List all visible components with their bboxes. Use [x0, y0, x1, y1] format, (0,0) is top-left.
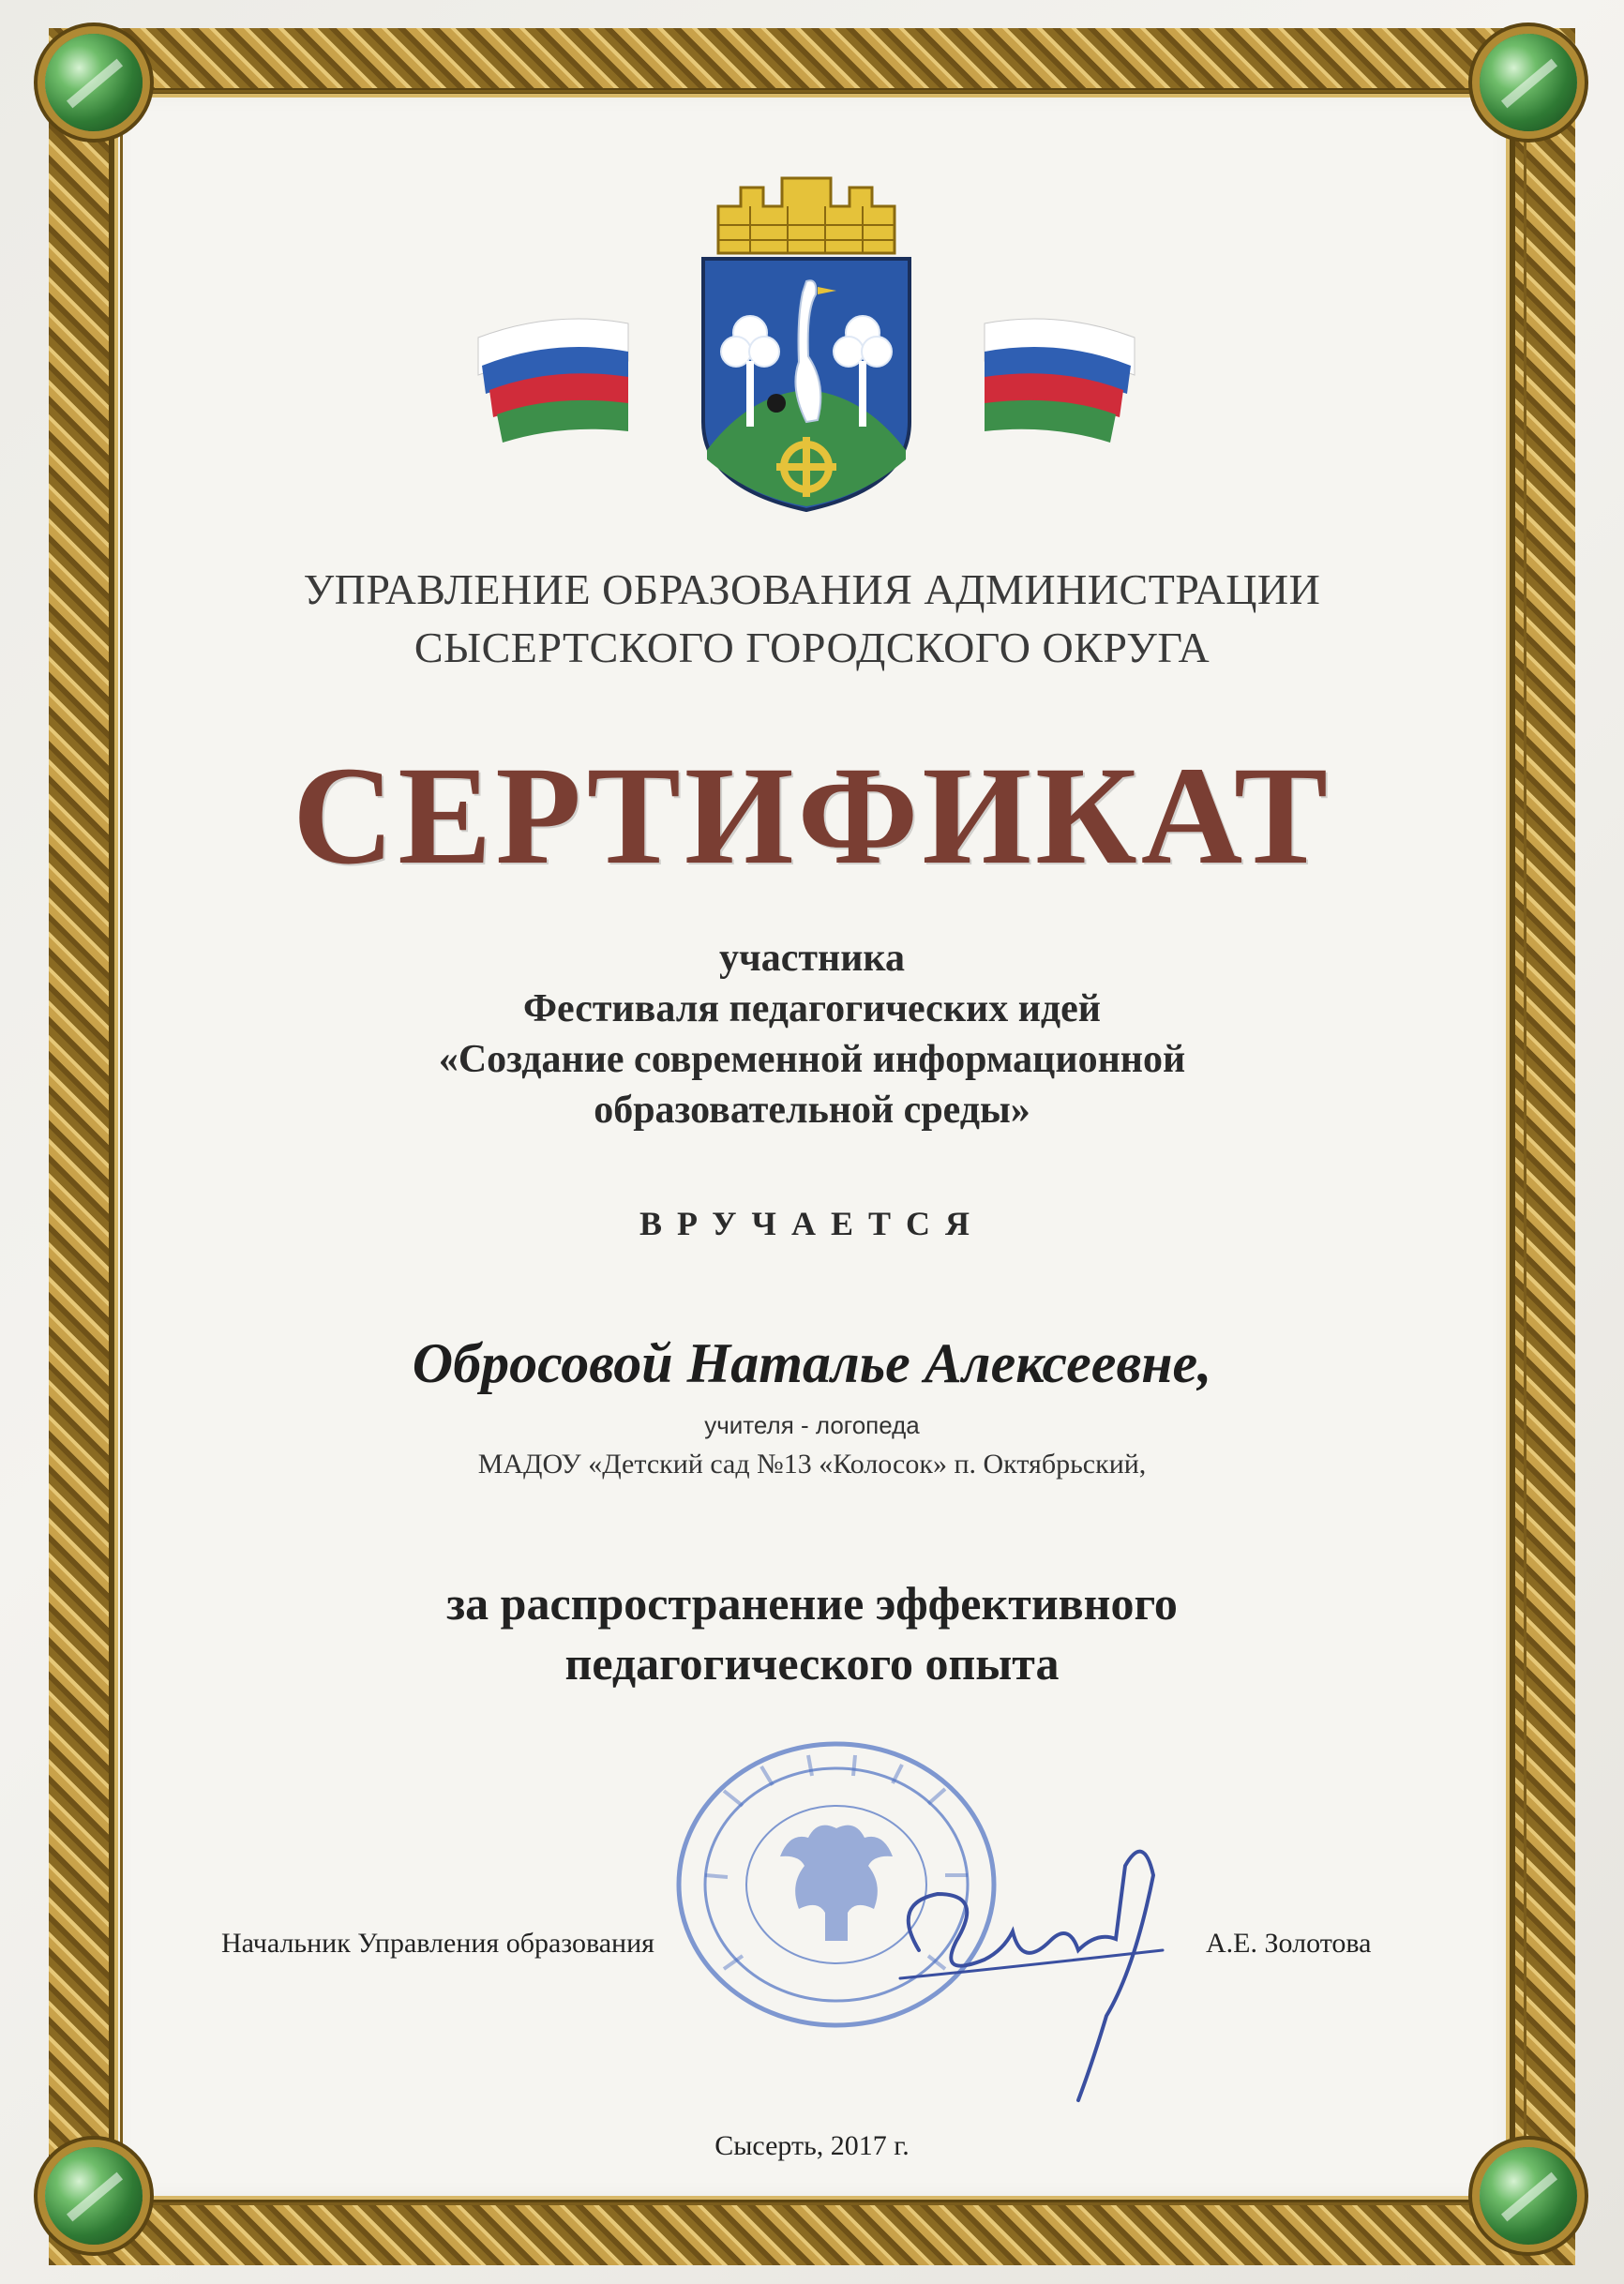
place-and-date: Сысерть, 2017 г. — [714, 2130, 910, 2161]
reason-line-1: за распространение эффективного — [446, 1577, 1178, 1630]
org-line-2: СЫСЕРТСКОГО ГОРОДСКОГО ОКРУГА — [414, 624, 1210, 671]
awarded-label: ВРУЧАЕТСЯ — [639, 1205, 985, 1242]
org-line-1: УПРАВЛЕНИЕ ОБРАЗОВАНИЯ АДМИНИСТРАЦИИ — [303, 565, 1321, 613]
reason-line-2: педагогического опыта — [564, 1637, 1060, 1690]
handwritten-signature-icon — [881, 1838, 1181, 2110]
subtitle-line-4: образовательной среды» — [594, 1089, 1030, 1132]
city-coat-of-arms-icon — [469, 169, 1144, 516]
signatory-role: Начальник Управления образования — [221, 1928, 654, 1959]
recipient-institution: МАДОУ «Детский сад №13 «Колосок» п. Октябрьский, — [477, 1449, 1147, 1480]
signatory-name: А.Е. Золотова — [1206, 1928, 1372, 1959]
subtitle-line-1: участника — [719, 937, 905, 980]
subtitle-line-2: Фестиваля педагогических идей — [522, 987, 1102, 1030]
recipient-position: учителя - логопеда — [704, 1411, 920, 1439]
subtitle-line-3: «Создание современной информационной — [438, 1038, 1186, 1081]
award-reason — [0, 1573, 1624, 1693]
recipient-name: Обросовой Наталье Алексеевне, — [412, 1332, 1212, 1394]
certificate-subtitle — [0, 933, 1624, 1135]
issuing-organization — [0, 561, 1624, 677]
certificate-title: СЕРТИФИКАТ — [292, 738, 1332, 894]
